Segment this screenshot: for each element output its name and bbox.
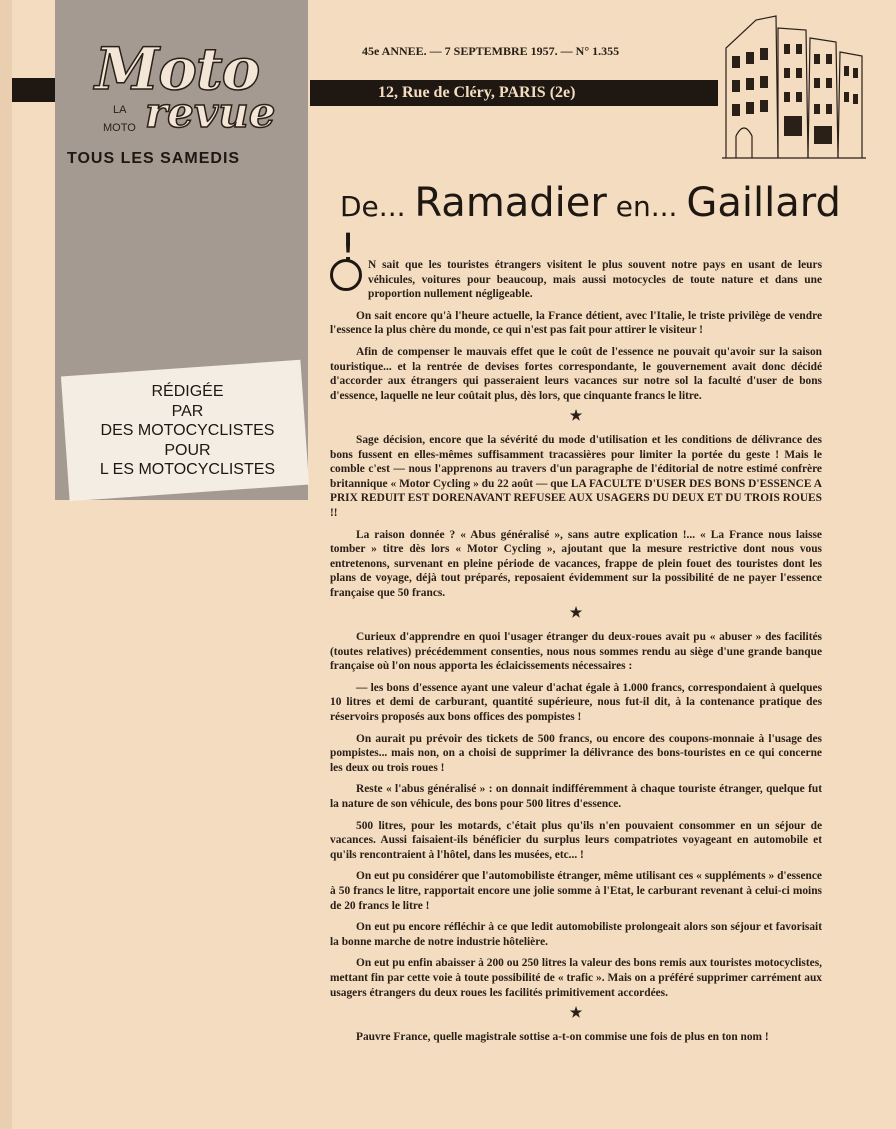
paragraph-8: On aurait pu prévoir des tickets de 500 francs, ou encore des coupons-monnaie à l'usage des pompistes... mais non, on a choisi de supprimer la délivrance des bons-touristes en ce qui concerne les deux ou trois roues ! — [330, 732, 822, 774]
logo-revue: revue — [145, 88, 276, 137]
star-divider-icon: ★ — [569, 606, 583, 622]
logo-moto: Moto — [95, 35, 260, 103]
headline-gaillard: Gaillard — [686, 180, 841, 226]
paragraph-1 — [330, 258, 822, 302]
paragraph-14: Pauvre France, quelle magistrale sottise a-t-on commise une fois de plus en ton nom ! — [356, 1030, 769, 1043]
paragraph-4: Sage décision, encore que la sévérité du mode d'utilisation et les conditions de délivrance des bons fussent en elles-mêmes suffisamment tracassières pour limiter la portée du geste ! Mais le comble c'est — nous l'apprenons au travers d'un paragraphe de l'éditorial de notre estimé confrère britannique « Motor Cycling » du 22 août — que LA FACULTE D'USER DES BONS D'ESSENCE A PRIX REDUIT EST DORENAVANT REFUSEE AUX USAGERS DU DEUX ET DU TROIS ROUES !! — [330, 433, 822, 519]
paragraph-10: 500 litres, pour les motards, c'était plus qu'ils n'en pouvaient consommer en un séjour de vacances. Aussi faisaient-ils bénéficier du surplus leurs compatriotes voyageant en automobile et qu'ils rencontraient à l'hôtel, dans les musées, etc... ! — [330, 819, 822, 861]
paragraph-7: — les bons d'essence ayant une valeur d'achat égale à 1.000 francs, correspondaient à quelques 10 litres et demi de carburant, quantité supérieure, nous fut-il dit, à la contenance pratique des réservoirs proposés aux bons offices des pompistes ! — [330, 681, 822, 724]
motto-card-text: RÉDIGÉE PAR DES MOTOCYCLISTES POUR L ES MOTOCYCLISTES — [99, 383, 276, 478]
headline-exclaim: ! — [340, 226, 357, 272]
building-illustration-icon — [716, 8, 868, 168]
paragraph-9: Reste « l'abus généralisé » : on donnait indifféremment à chaque touriste étranger, quelque fut la nature de son véhicule, des bons pour 500 litres d'essence. — [330, 783, 822, 810]
paragraph-1-text: N sait que les touristes étrangers visitent le plus souvent notre pays en usant de leurs véhicules, voitures pour beaucoup, mais aussi motocycles de toute nature et dans une proportion nullement négligeable. — [368, 259, 822, 301]
headline-part-1: De... — [340, 190, 415, 223]
headline-part-3: en... — [606, 190, 687, 223]
star-divider-icon: ★ — [569, 1006, 583, 1022]
headline-ramadier: Ramadier — [414, 180, 607, 226]
drop-cap-o-icon — [330, 259, 362, 291]
address-bar: 12, Rue de Cléry, PARIS (2e) — [310, 80, 718, 106]
logo-la: LA — [113, 104, 127, 116]
star-divider-icon: ★ — [569, 409, 583, 425]
paragraph-12: On eut pu encore réfléchir à ce que ledit automobiliste prolongeait alors son séjour et favorisait la bonne marche de notre industrie hôtelière. — [330, 921, 822, 948]
paragraph-6: Curieux d'apprendre en quoi l'usager étranger du deux-roues avait pu « abuser » des facilités (toutes relatives) précédemment consenties, nous nous sommes rendu au siège d'une grande banque française où l'on nous apporta les éclaicissements nécessaires : — [330, 631, 822, 673]
masthead-panel — [55, 0, 308, 500]
tagline: TOUS LES SAMEDIS — [67, 150, 241, 167]
paragraph-2: On sait encore qu'à l'heure actuelle, la France détient, avec l'Italie, le triste privilège de vendre l'essence la plus chère du monde, ce qui n'est pas fait pour attirer le visiteur ! — [330, 309, 822, 337]
paragraph-11: On eut pu considérer que l'automobiliste étranger, même utilisant ces « suppléments » d'essence à 50 francs le litre, rapportait encore une jolie somme à l'Etat, le carburant revenant à celui-ci moins de 20 francs le litre ! — [330, 870, 822, 912]
issue-line: 45e ANNEE. — 7 SEPTEMBRE 1957. — N° 1.355 — [362, 44, 620, 58]
paragraph-13: On eut pu enfin abaisser à 200 ou 250 litres la valeur des bons remis aux touristes motocyclistes, mettant fin par cette voie à toute possibilité de « trafic ». Mais on a préféré supprimer carrément aux usagers étrangers du deux roues les facilités primitivement accordées. — [330, 957, 822, 999]
paragraph-5: La raison donnée ? « Abus généralisé », sans autre explication !... « La France nous laisse tomber » titre dès lors « Motor Cycling », ajoutant que la mesure restrictive dont nous vous entretenons, survenant en pleine période de vacances, frappe de plein fouet des touristes dont les plans de voyage, déjà tout préparés, reposaient évidemment sur la possibilité de ne payer l'essence française que 50 francs. — [330, 528, 822, 599]
page-edge — [0, 0, 12, 1129]
paragraph-3: Afin de compenser le mauvais effet que le coût de l'essence ne pouvait qu'avoir sur la saison touristique... et la rentrée de devises fortes correspondante, le gouvernement avait donc décidé d'accorder aux étrangers qui passeraient leurs vacances sur notre sol la faculté d'user de bons d'essence, laquelle ne leur coûtait plus, dès lors, que cinquante francs le litre. — [330, 345, 822, 402]
logo-moto-small: MOTO — [103, 122, 136, 134]
header-bar-left — [12, 78, 55, 102]
article-body — [330, 258, 822, 1051]
